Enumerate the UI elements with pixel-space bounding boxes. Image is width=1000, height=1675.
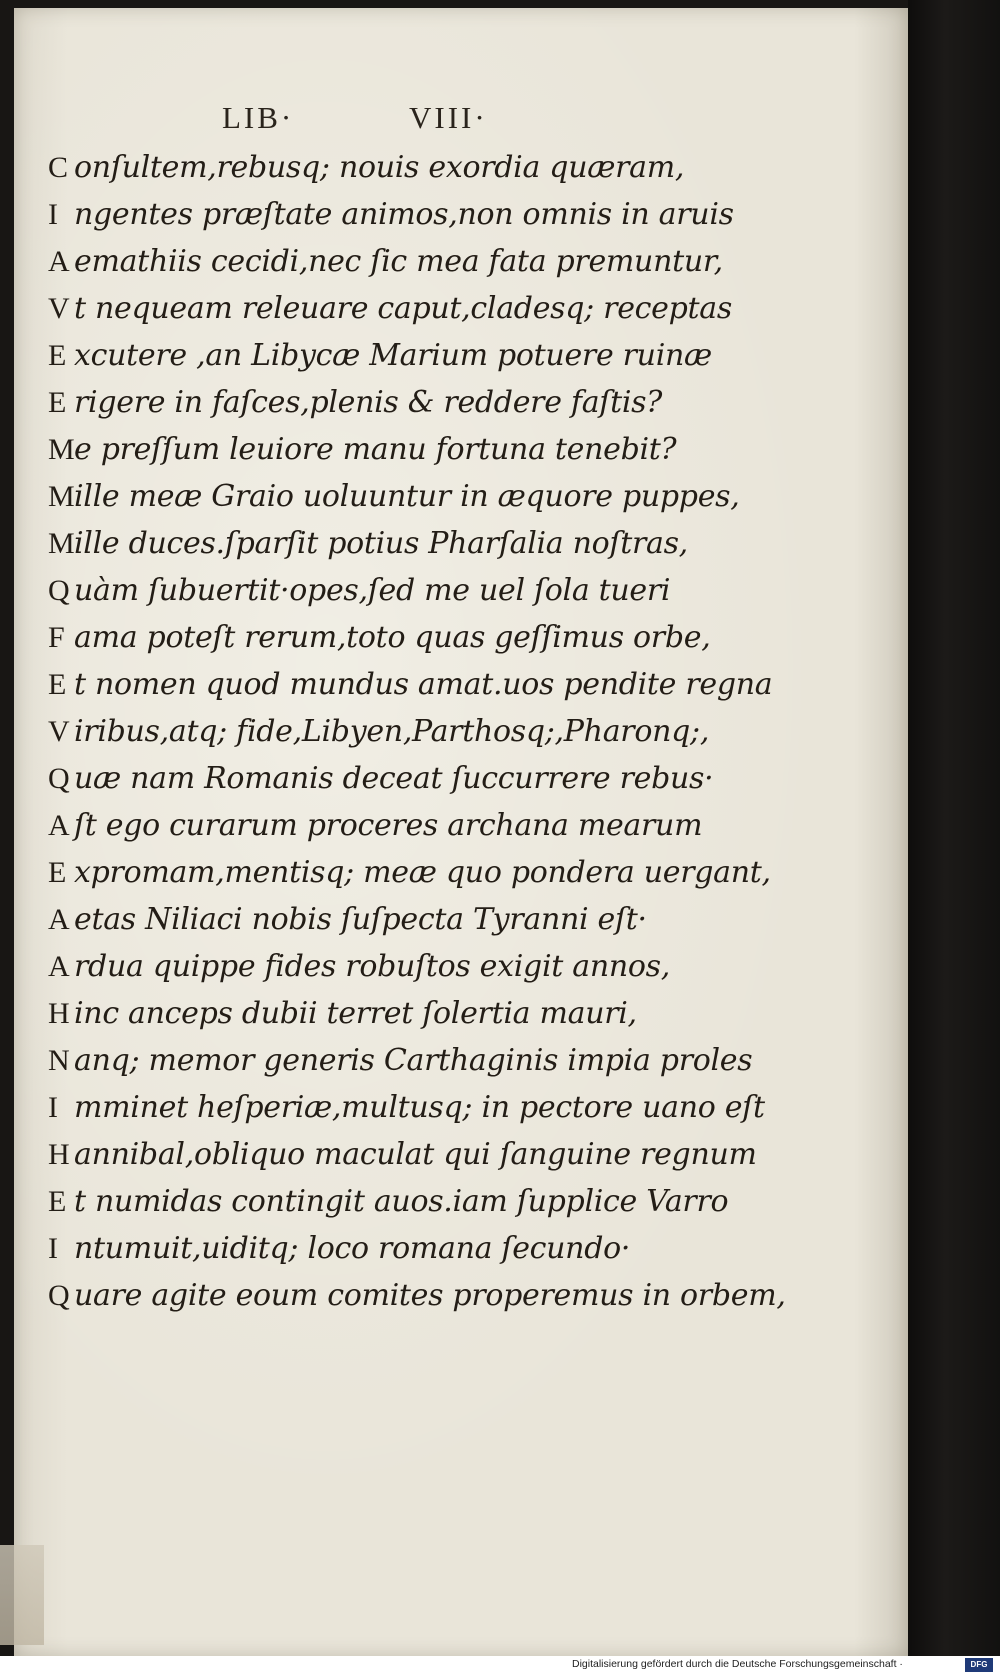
header-book-number: VIII· bbox=[409, 100, 488, 135]
verse-initial: A bbox=[48, 809, 70, 842]
verse-text: xcutere ,an Libycæ Marium potuere ruinæ bbox=[74, 338, 712, 373]
verse-line bbox=[48, 943, 878, 990]
verse-line bbox=[48, 144, 878, 191]
verse-initial: Q bbox=[48, 762, 70, 795]
verse-text: emathiis cecidi,nec ſic mea fata premuntur, bbox=[74, 244, 723, 279]
verse-line bbox=[48, 473, 878, 520]
verse-initial: V bbox=[48, 292, 70, 325]
verse-initial: A bbox=[48, 245, 70, 278]
verse-initial: E bbox=[48, 1185, 67, 1218]
verse-line bbox=[48, 1178, 878, 1225]
verse-line bbox=[48, 755, 878, 802]
verse-text: e preſſum leuiore manu fortuna tenebit? bbox=[74, 432, 677, 467]
verse-initial: I bbox=[48, 198, 58, 231]
verse-initial: M bbox=[48, 433, 75, 466]
verse-text: onſultem,rebusq; nouis exordia quæram, bbox=[74, 150, 685, 185]
running-header bbox=[14, 100, 908, 140]
verse-text: annibal,obliquo maculat qui ſanguine regnum bbox=[74, 1137, 757, 1172]
verse-text: ama poteſt rerum,toto quas geſſimus orbe, bbox=[74, 620, 711, 655]
verse-initial: F bbox=[48, 621, 65, 654]
verse-initial: C bbox=[48, 151, 68, 184]
verse-line bbox=[48, 567, 878, 614]
verse-line bbox=[48, 332, 878, 379]
verse-text: uàm ſubuertit·opes,ſed me uel ſola tueri bbox=[74, 573, 671, 608]
verse-initial: Q bbox=[48, 574, 70, 607]
verse-initial: M bbox=[48, 480, 75, 513]
verse-line bbox=[48, 896, 878, 943]
verse-initial: Q bbox=[48, 1279, 70, 1312]
verse-line bbox=[48, 426, 878, 473]
verse-text: uare agite eoum comites properemus in orbem, bbox=[74, 1278, 786, 1313]
verse-text: rdua quippe fides robuſtos exigit annos, bbox=[74, 949, 670, 984]
dfg-logo: DFG bbox=[965, 1658, 993, 1672]
scan-right-edge bbox=[908, 0, 1000, 1656]
verse-text: xpromam,mentisq; meæ quo pondera uergant, bbox=[74, 855, 771, 890]
verse-initial: H bbox=[48, 997, 70, 1030]
page-stain bbox=[0, 1545, 44, 1645]
verse-text: ille duces.ſparſit potius Pharſalia noſtras, bbox=[74, 526, 688, 561]
verse-text: ſt ego curarum proceres archana mearum bbox=[74, 808, 703, 843]
verse-line bbox=[48, 849, 878, 896]
verse-initial: E bbox=[48, 386, 67, 419]
verse-initial: N bbox=[48, 1044, 70, 1077]
header-book-label: LIB· bbox=[222, 100, 295, 135]
verse-line bbox=[48, 1084, 878, 1131]
verse-text: etas Niliaci nobis ſuſpecta Tyranni eſt· bbox=[74, 902, 647, 937]
verse-line bbox=[48, 1131, 878, 1178]
verse-line bbox=[48, 1225, 878, 1272]
verse-text: t nequeam releuare caput,cladesq; receptas bbox=[74, 291, 732, 326]
verse-text: uæ nam Romanis deceat ſuccurrere rebus· bbox=[74, 761, 714, 796]
verse-initial: I bbox=[48, 1232, 58, 1265]
verse-line bbox=[48, 802, 878, 849]
verse-line bbox=[48, 661, 878, 708]
verse-initial: E bbox=[48, 668, 67, 701]
verse-text: t nomen quod mundus amat.uos pendite regna bbox=[74, 667, 773, 702]
verse-line bbox=[48, 990, 878, 1037]
verse-initial: H bbox=[48, 1138, 70, 1171]
verse-line bbox=[48, 708, 878, 755]
verse-text: mminet heſperiæ,multusq; in pectore uano eſt bbox=[74, 1090, 765, 1125]
verse-text: iribus,atq; fide,Libyen,Parthosq;,Pharonq;, bbox=[74, 714, 710, 749]
verse-initial: E bbox=[48, 339, 67, 372]
verse-initial: V bbox=[48, 715, 70, 748]
verse-line bbox=[48, 1037, 878, 1084]
verse-list bbox=[48, 144, 878, 1319]
verse-line bbox=[48, 1272, 878, 1319]
verse-text: ntumuit,uiditq; loco romana ſecundo· bbox=[74, 1231, 631, 1266]
verse-line bbox=[48, 285, 878, 332]
verse-initial: M bbox=[48, 527, 75, 560]
verse-text: anq; memor generis Carthaginis impia proles bbox=[74, 1043, 753, 1078]
book-page bbox=[14, 8, 908, 1656]
verse-initial: E bbox=[48, 856, 67, 889]
verse-initial: A bbox=[48, 903, 70, 936]
verse-initial: A bbox=[48, 950, 70, 983]
verse-text: t numidas contingit auos.iam ſupplice Varro bbox=[74, 1184, 729, 1219]
verse-text: ngentes præſtate animos,non omnis in aruis bbox=[74, 197, 734, 232]
verse-line bbox=[48, 238, 878, 285]
verse-text: inc anceps dubii terret ſolertia mauri, bbox=[74, 996, 637, 1031]
funding-credit: Digitalisierung gefördert durch die Deutsche Forschungsgemeinschaft · bbox=[572, 1658, 903, 1670]
verse-text: ille meæ Graio uoluuntur in æquore puppes, bbox=[74, 479, 740, 514]
verse-line bbox=[48, 520, 878, 567]
verse-line bbox=[48, 191, 878, 238]
verse-line bbox=[48, 614, 878, 661]
verse-text: rigere in faſces,plenis & reddere faſtis? bbox=[74, 385, 663, 420]
verse-initial: I bbox=[48, 1091, 58, 1124]
verse-line bbox=[48, 379, 878, 426]
